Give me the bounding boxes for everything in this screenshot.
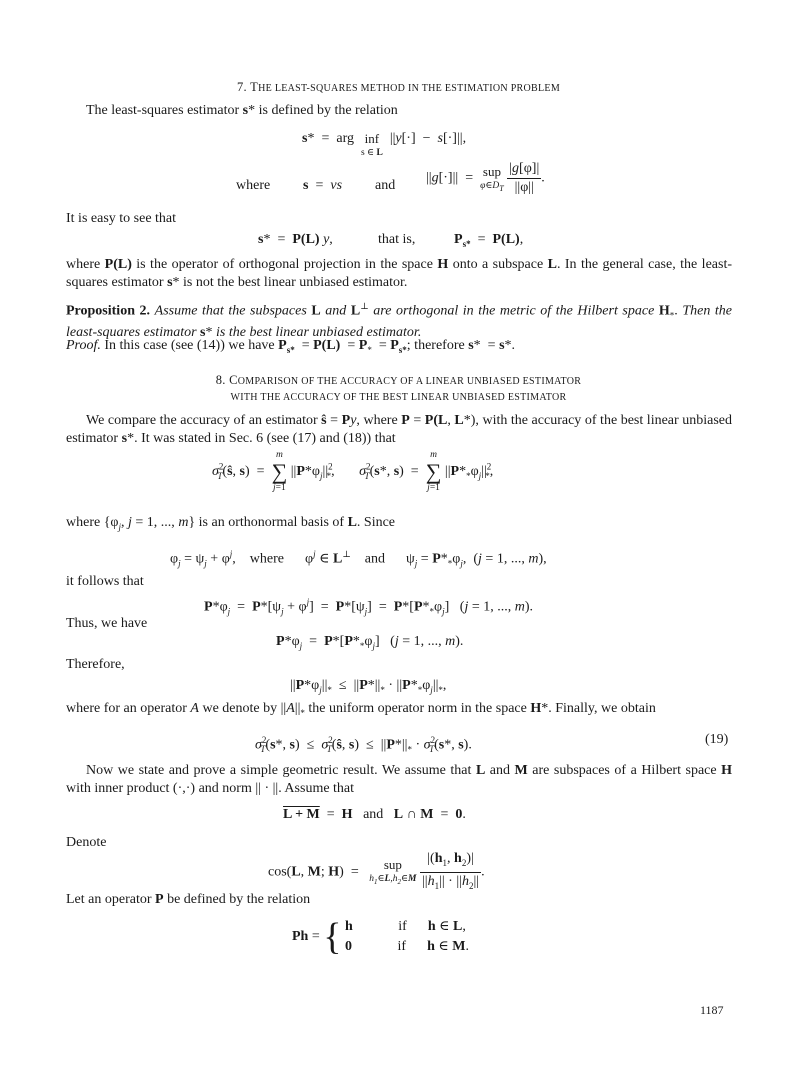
equation-operator-def: Ph = { h if h ∈ L, 0 if h ∈ M. [292,916,469,958]
equation-norm-def: ||g[·]|| = sup $\varphi\in D_T$ $\frac{|g[\varphi]|}{||\varphi||}$ . [426,161,545,195]
therefore-text: Therefore, [66,657,125,672]
thus-text: Thus, we have [66,616,148,631]
easy-text: It is easy to see that [66,211,177,226]
follows-text: it follows that [66,574,144,589]
proposition-2: Proposition 2. Assume that the subspaces L and L⊥ are orthogonal in the metric of the Hilbert space $H_*$. Then the least-squares estimator s* is the best linear unbiased estimator. [66,301,733,341]
intro-text: The least-squares estimator s* is defined by the relation [86,103,398,118]
page-number: 1187 [700,1003,724,1017]
equation-s-def: s = vs [303,178,343,193]
basis-text: where {$\varphi_j$, j = 1, ..., m} is an orthonormal basis of L. Since [66,515,396,532]
equation-projection: s* = P(L) y, [258,232,333,247]
operator-norm-text: where for an operator A we denote by $||A||_*$ the uniform operator norm in the space H*. Finally, we obtain [66,701,656,718]
and-label: and [375,178,396,193]
let-operator-text: Let an operator P be defined by the relation [66,892,311,907]
that-is-label: that is, [378,232,416,247]
equation-sum: L + M = H and L ∩ M = 0. [283,807,466,822]
paragraph-compare: We compare the accuracy of an estimator ŝ = Py, where P = P(L, L*), with the accuracy of the best linear unbiased estimator s*. It was stated in Sec. 6 (see (17) and (18)) that [66,413,732,446]
equation-number-19: (19) [705,732,729,747]
paragraph-geometric: Now we state and prove a simple geometric result. We assume that L and M are subspaces of a Hilbert space H with inner product (·,·) and norm || · ||. Assume that [66,763,733,796]
equation-follows: $P*\varphi_j = P*[\psi_j + \varphi^j] = P*[\psi_j] = P*[P*_*\varphi_j] (j = 1$, ..., m). [204,597,534,617]
equation-thus: $P*\varphi_j = P*[P*_*\varphi_j] (j = 1$, ..., m). [276,634,464,651]
equation-sigma: $\sigma^2_T(ŝ$, s) = m ∑ j=1 $||P*\varphi_j||^2_*$, $\sigma^2_T(s*$, s) = m ∑ j=1 $||P*_*\varphi_j||^2_*$, [212,450,494,493]
proof: Proof. In this case (see (14)) we have $P_{s*} = P(L) = P_* = P_{s*}$; therefore s* = s*. [66,338,516,355]
section-7-heading: 7. THE LEAST-SQUARES METHOD IN THE ESTIMATION PROBLEM [236,80,561,94]
paragraph-projection: where P(L) is the operator of orthogonal projection in the space H onto a subspace L. In the general case, the least-squares estimator s* is not the best linear unbiased estimator. [66,257,732,290]
section-8-heading-line1: 8. COMPARISON OF THE ACCURACY OF A LINEAR UNBIASED ESTIMATOR [215,373,582,387]
equation-19: $\sigma^2_T(s*$, $s) \le \sigma^2_T(ŝ$, $s) \le ||P*||_* \cdot \sigma^2_T(s*$, s). [255,735,472,755]
section-8-heading-line2: WITH THE ACCURACY OF THE BEST LINEAR UNBIASED ESTIMATOR [230,392,567,403]
where-label: where [236,178,271,193]
equation-argmin: s* = arg inf s ∈ L ||y[·] − s[·]||, [302,131,467,158]
equation-inequality: $||P*\varphi_j||_* \le ||P*||_* \cdot ||P*_*\varphi_j||_*$, [290,678,447,695]
denote-text: Denote [66,835,107,850]
equation-projection-2: $P_{s*} = P(L)$, [454,232,524,249]
equation-cos: cos(L, M; H) = sup $h_1\in L,h_2\in M$ $\frac{|(h_1, h_2)|}{||h_1|| \cdot ||h_2||}$ . [268,851,485,891]
equation-decomposition: $\varphi_j = \psi_j + \varphi^j$, where $\varphi^j$ ∈ L⊥ and $\psi_j = P*_*\varphi_j$, (j = 1, ..., m), [170,549,547,569]
